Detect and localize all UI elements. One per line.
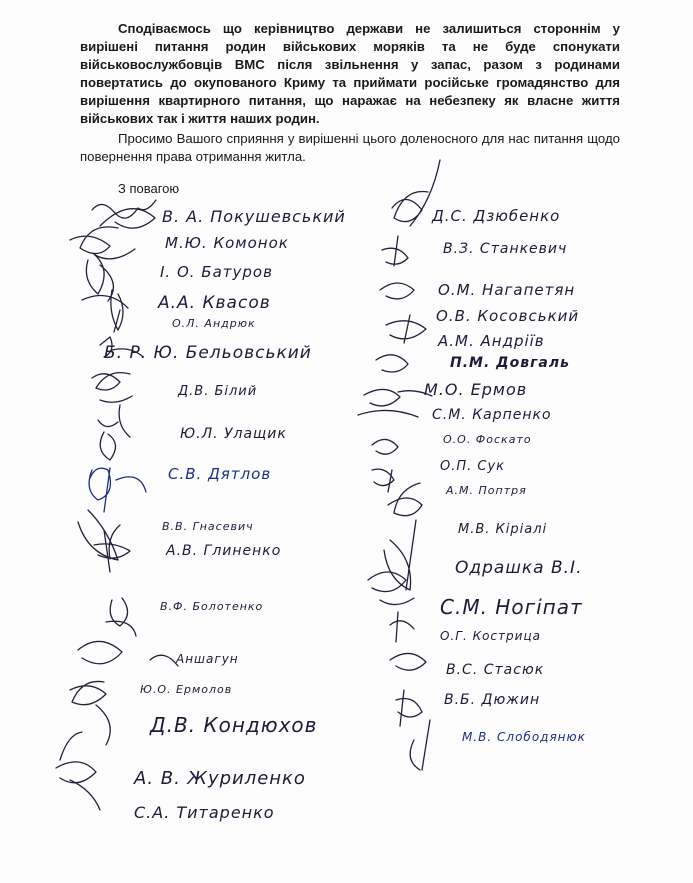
signature-name-left: С.В. Дятлов [168, 465, 272, 483]
signature-name-left: С.А. Титаренко [134, 803, 275, 822]
signature-name-right: М.О. Ермов [424, 380, 528, 399]
signature-name-left: Б. Р. Ю. Бельовський [104, 343, 312, 363]
signature-name-right: С.М. Ногіпат [440, 595, 583, 619]
signature-name-left: Ю.Л. Улащик [180, 426, 287, 442]
signature-name-left: О.Л. Андрюк [172, 317, 256, 330]
signature-name-left: Ю.О. Ермолов [140, 683, 233, 696]
signature-name-right: Одрашка В.І. [455, 558, 583, 578]
signature-name-left: Аншагун [176, 652, 239, 666]
signature-name-right: О.Г. Кострица [440, 629, 541, 643]
signature-name-right: А.М. Поптря [446, 484, 527, 497]
signature-name-left: В.В. Гнасевич [162, 520, 254, 533]
letter-paragraph-1: Сподіваємось що керівництво держави не залишиться стороннім у вирішені питання родин військових моряків та не буде спонукати військовослужбовців ВМС після звільнення у запас, разом з родинами повертатись до окупованого Криму та приймати російське громадянство для вирішення квартирного питання, що наражає на небезпеку як власне життя військових так і життя наших родин. [80, 21, 620, 126]
signature-name-right: О.В. Косовський [436, 307, 580, 325]
signature-name-right: О.М. Нагапетян [438, 281, 576, 299]
signature-name-left: І. О. Батуров [160, 263, 273, 281]
signature-name-right: В.С. Стасюк [446, 662, 545, 678]
signature-name-right: А.М. Андріїв [438, 332, 545, 350]
signature-name-right: О.О. Фоскато [443, 433, 532, 446]
signature-name-right: Д.С. Дзюбенко [432, 207, 561, 225]
signature-mark [92, 200, 156, 228]
signature-name-right: П.М. Довгаль [450, 355, 570, 371]
signature-name-left: Д.В. Кондюхов [150, 713, 318, 737]
signature-name-right: М.В. Кіріалі [458, 522, 548, 537]
signature-name-left: М.Ю. Комонок [165, 234, 289, 252]
signature-name-left: Д.В. Білий [178, 384, 258, 399]
signature-name-right: В.Б. Дюжин [444, 692, 541, 708]
signature-name-right: В.З. Станкевич [443, 241, 568, 257]
signature-name-left: В.Ф. Болотенко [160, 600, 264, 613]
signature-name-left: А. В. Журиленко [134, 768, 306, 789]
signature-name-left: А.А. Квасов [158, 293, 271, 313]
signature-name-right: О.П. Сук [440, 459, 506, 474]
letter-paragraph-2: Просимо Вашого сприяння у вирішенні цього доленосного для нас питання щодо повернення права отримання житла. [80, 131, 620, 164]
closing-regards: З повагою [118, 181, 180, 196]
signature-name-left: А.В. Глиненко [166, 543, 282, 559]
signature-name-right: С.М. Карпенко [432, 407, 552, 423]
signature-name-right: М.В. Слободянюк [462, 730, 586, 744]
signature-name-left: В. А. Покушевський [162, 207, 346, 226]
